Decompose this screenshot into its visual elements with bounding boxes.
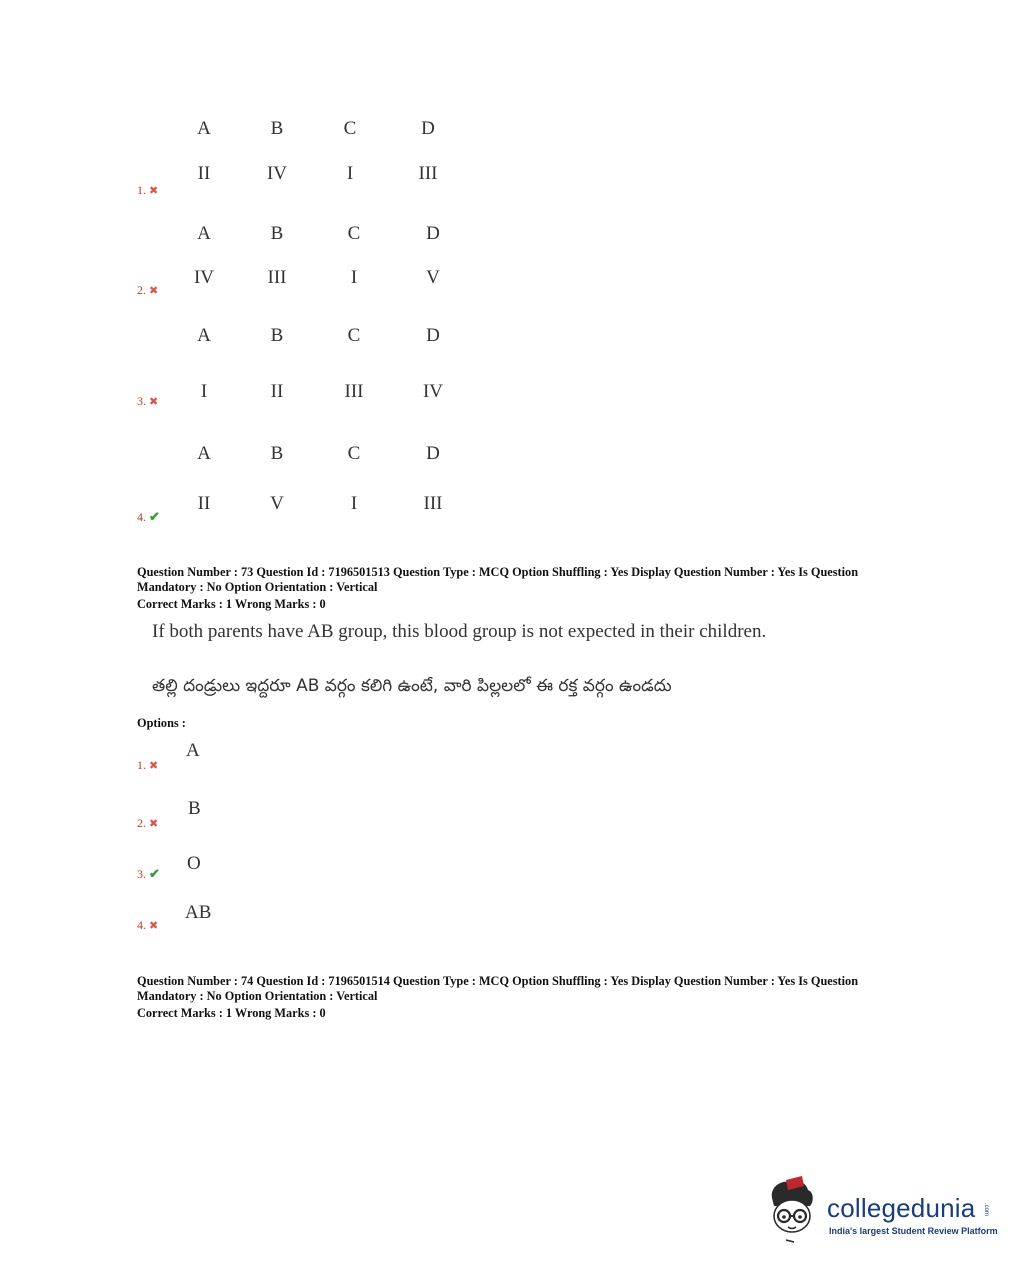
question-73-meta bbox=[137, 565, 907, 612]
question-text-te: తల్లి దండ్రులు ఇద్దరూ AB వర్గం కలిగి ఉంటే, వారి పిల్లలలో ఈ రక్త వర్గం ఉండదు bbox=[152, 676, 672, 696]
col-b: B bbox=[270, 325, 284, 346]
val-c: I bbox=[350, 267, 358, 288]
check-mark-icon: ✔ bbox=[149, 866, 160, 881]
val-a: IV bbox=[193, 267, 215, 288]
val-b: III bbox=[267, 267, 287, 288]
col-a: A bbox=[197, 325, 211, 346]
option-number bbox=[137, 183, 158, 198]
option-label: A bbox=[186, 740, 200, 761]
option-number-text: 4. bbox=[137, 918, 146, 932]
option-label: AB bbox=[185, 902, 212, 923]
option-number bbox=[137, 283, 158, 298]
meta-line-2: Mandatory : No Option Orientation : Vertical bbox=[137, 989, 378, 1003]
check-mark-icon: ✔ bbox=[149, 509, 160, 524]
val-d: III bbox=[423, 493, 443, 514]
val-a: II bbox=[197, 163, 211, 184]
col-d: D bbox=[421, 118, 435, 139]
wrong-mark-icon: ✖ bbox=[149, 760, 159, 772]
col-a: A bbox=[197, 443, 211, 464]
val-b: II bbox=[270, 381, 284, 402]
col-c: C bbox=[347, 223, 361, 244]
marks-line: Correct Marks : 1 Wrong Marks : 0 bbox=[137, 1006, 326, 1020]
option-number-text: 1. bbox=[137, 758, 146, 772]
val-d: V bbox=[426, 267, 440, 288]
option-number-text: 2. bbox=[137, 283, 146, 297]
options-label: Options : bbox=[137, 716, 186, 730]
col-b: B bbox=[270, 443, 284, 464]
meta-line-1: Question Number : 74 Question Id : 7196501514 Question Type : MCQ Option Shuffling : Yes Display Question Number : Yes Is Question bbox=[137, 974, 859, 988]
col-d: D bbox=[426, 325, 440, 346]
option-label: B bbox=[188, 798, 201, 819]
col-b: B bbox=[270, 118, 284, 139]
option-number bbox=[137, 758, 158, 773]
meta-line-2: Mandatory : No Option Orientation : Vertical bbox=[137, 580, 378, 594]
option-label: O bbox=[187, 853, 201, 874]
option-number bbox=[137, 509, 160, 525]
mascot-icon bbox=[764, 1176, 826, 1246]
col-b: B bbox=[270, 223, 284, 244]
col-d: D bbox=[426, 443, 440, 464]
option-number-text: 3. bbox=[137, 394, 146, 408]
val-a: II bbox=[197, 493, 211, 514]
col-c: C bbox=[347, 325, 361, 346]
question-text-en: If both parents have AB group, this blood group is not expected in their children. bbox=[152, 621, 767, 642]
val-a: I bbox=[200, 381, 208, 402]
val-d: III bbox=[418, 163, 438, 184]
col-d: D bbox=[426, 223, 440, 244]
option-number-text: 1. bbox=[137, 183, 146, 197]
wrong-mark-icon: ✖ bbox=[149, 396, 159, 408]
meta-line-1: Question Number : 73 Question Id : 7196501513 Question Type : MCQ Option Shuffling : Yes Display Question Number : Yes Is Question bbox=[137, 565, 859, 579]
logo-name: collegedunia bbox=[827, 1193, 976, 1223]
val-b: V bbox=[270, 493, 284, 514]
option-number-text: 3. bbox=[137, 867, 146, 881]
wrong-mark-icon: ✖ bbox=[149, 818, 159, 830]
option-number bbox=[137, 816, 158, 831]
col-a: A bbox=[197, 223, 211, 244]
wrong-mark-icon: ✖ bbox=[149, 920, 159, 932]
col-c: C bbox=[347, 443, 361, 464]
option-number bbox=[137, 918, 158, 933]
val-c: III bbox=[344, 381, 364, 402]
wrong-mark-icon: ✖ bbox=[149, 285, 159, 297]
val-c: I bbox=[346, 163, 354, 184]
logo-suffix: .com bbox=[983, 1203, 989, 1217]
col-a: A bbox=[197, 118, 211, 139]
val-b: IV bbox=[266, 163, 288, 184]
question-74-meta bbox=[137, 974, 907, 1021]
option-number bbox=[137, 866, 160, 882]
val-c: I bbox=[350, 493, 358, 514]
val-d: IV bbox=[422, 381, 444, 402]
option-number-text: 2. bbox=[137, 816, 146, 830]
logo-tagline: India's largest Student Review Platform bbox=[829, 1226, 998, 1236]
option-number bbox=[137, 394, 158, 409]
marks-line: Correct Marks : 1 Wrong Marks : 0 bbox=[137, 597, 326, 611]
option-number-text: 4. bbox=[137, 510, 146, 524]
col-c: C bbox=[343, 118, 357, 139]
wrong-mark-icon: ✖ bbox=[149, 185, 159, 197]
